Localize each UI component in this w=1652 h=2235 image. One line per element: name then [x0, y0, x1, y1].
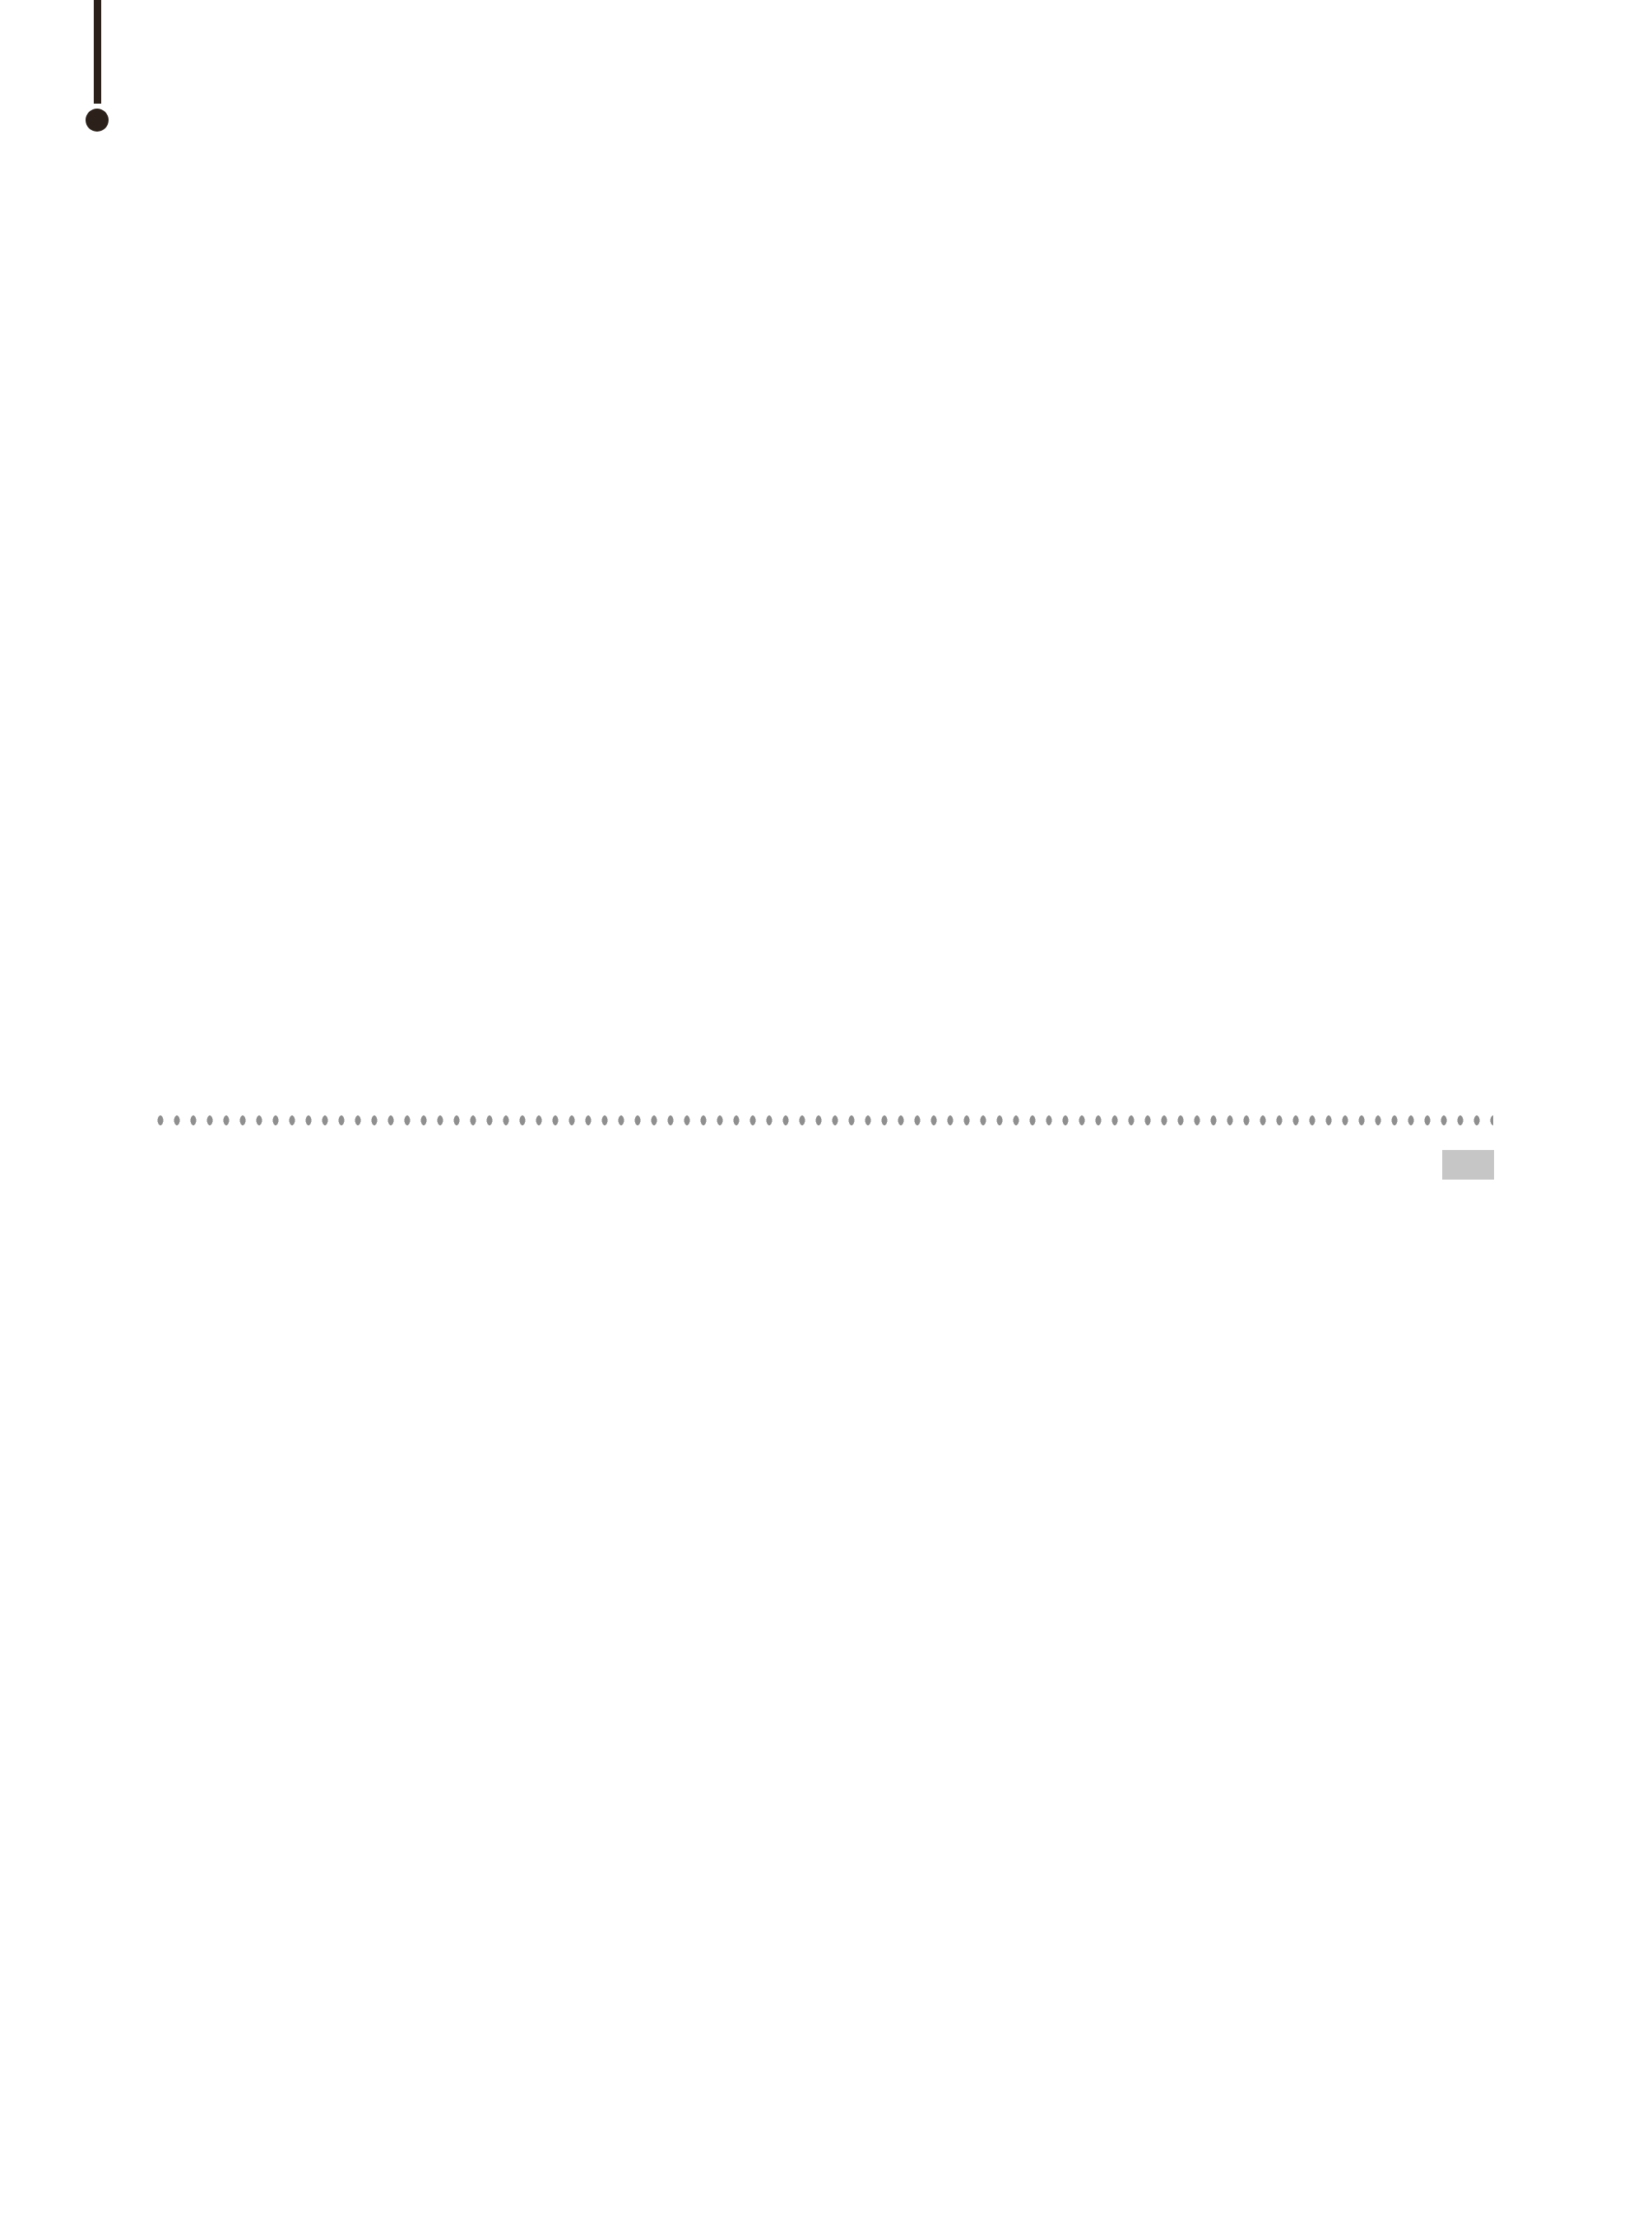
section-divider-dotted-rule — [152, 1114, 1493, 1127]
chapter-tab-rule-dot — [86, 109, 109, 132]
chapter-tab-rule — [94, 0, 101, 104]
lesson-heading-highlight — [1442, 1150, 1494, 1180]
lesson-heading — [1439, 1150, 1497, 2022]
answers-band-bottom — [1414, 1150, 1518, 2022]
